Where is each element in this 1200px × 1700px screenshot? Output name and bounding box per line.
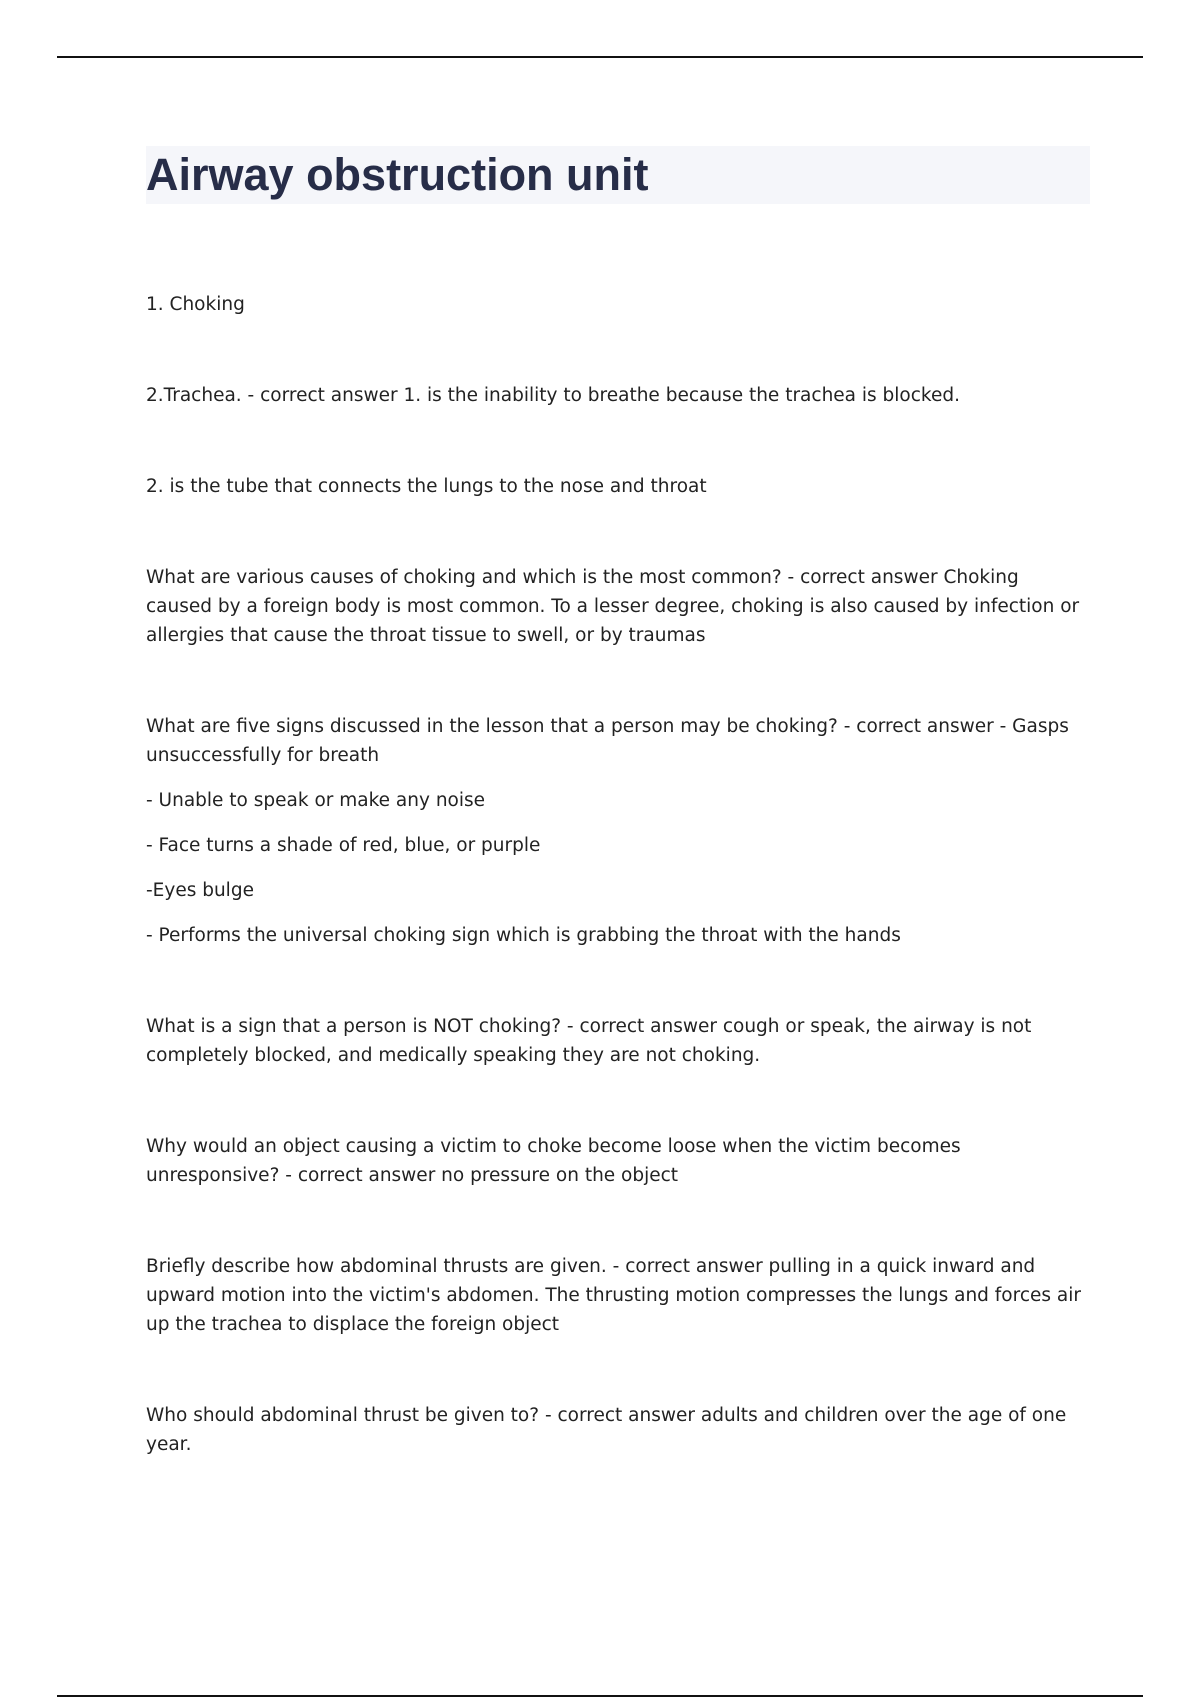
entry-choking: 1. Choking (146, 294, 245, 315)
document-body (146, 146, 1090, 1521)
title-bar (146, 146, 1090, 204)
bottom-rule (57, 1695, 1143, 1697)
page-title: Airway obstruction unit (146, 149, 649, 200)
entry-who-abdominal-thrust: Who should abdominal thrust be given to? - correct answer adults and children over the age of one year. (146, 1405, 1067, 1455)
entry-five-signs: What are five signs discussed in the lesson that a person may be choking? - correct answer - Gasps unsuccessfully for breath (146, 716, 1069, 766)
top-rule (57, 56, 1143, 58)
entry-causes-of-choking: What are various causes of choking and which is the most common? - correct answer Choking caused by a foreign body is most common. To a lesser degree, choking is also caused by infection or allergies that cause the throat tissue to swell, or by traumas (146, 567, 1080, 646)
sign-eyes-bulge: -Eyes bulge (146, 880, 254, 901)
sign-face-color: - Face turns a shade of red, blue, or purple (146, 835, 541, 856)
entry-trachea-definition: 2. is the tube that connects the lungs to the nose and throat (146, 476, 707, 497)
entry-object-loose: Why would an object causing a victim to choke become loose when the victim becomes unresponsive? - correct answer no pressure on the object (146, 1136, 961, 1186)
sign-universal-choking: - Performs the universal choking sign which is grabbing the throat with the hands (146, 925, 901, 946)
entry-abdominal-thrusts: Briefly describe how abdominal thrusts are given. - correct answer pulling in a quick inward and upward motion into the victim's abdomen. The thrusting motion compresses the lungs and forces air up the trachea to displace the foreign object (146, 1256, 1081, 1335)
sign-unable-to-speak: - Unable to speak or make any noise (146, 790, 486, 811)
entry-not-choking: What is a sign that a person is NOT choking? - correct answer cough or speak, the airway is not completely blocked, and medically speaking they are not choking. (146, 1016, 1032, 1066)
entry-trachea-answer: 2.Trachea. - correct answer 1. is the inability to breathe because the trachea is blocked. (146, 385, 960, 406)
